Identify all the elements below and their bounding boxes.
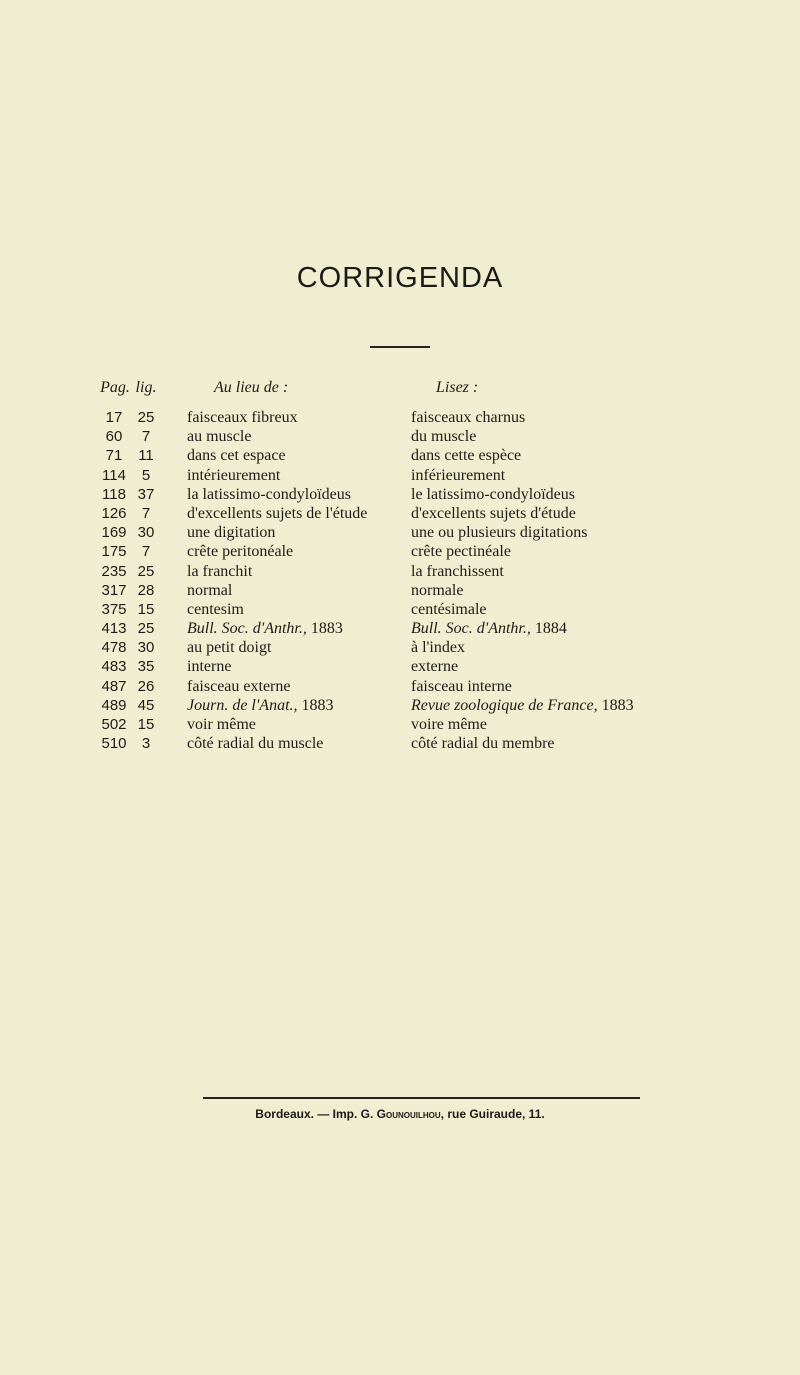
table-row	[0, 715, 800, 734]
cell-lig: 28	[137, 581, 155, 599]
title-rule	[370, 346, 430, 348]
cell-new: crête pectinéale	[411, 543, 511, 561]
cell-old: normal	[187, 581, 233, 599]
cell-pag: 502	[101, 716, 127, 733]
cell-new: externe	[411, 658, 459, 676]
table-row	[0, 427, 800, 446]
cell-lig: 30	[137, 524, 155, 542]
cell-lig: 45	[137, 696, 155, 714]
cell-lig: 11	[138, 447, 154, 465]
cell-old: voir même	[187, 716, 256, 733]
cell-old	[187, 696, 334, 715]
cell-old	[187, 619, 343, 638]
cell-lig: 37	[137, 485, 155, 503]
cell-pag: 413	[101, 620, 127, 638]
corrigenda-table	[0, 378, 800, 753]
cell-pag: 17	[105, 409, 123, 426]
header-lig: lig.	[135, 379, 157, 396]
cell-lig: 35	[137, 658, 155, 676]
cell-old: une digitation	[187, 524, 276, 542]
cell-pag: 375	[101, 600, 127, 618]
cell-old-year: 1883	[297, 696, 334, 714]
page-title: CORRIGENDA	[296, 262, 504, 294]
cell-pag: 126	[101, 504, 127, 522]
cell-old: la latissimo-condyloïdeus	[187, 485, 351, 503]
cell-new-year: 1884	[530, 620, 567, 638]
cell-old: intérieurement	[187, 466, 281, 484]
cell-pag: 483	[101, 658, 127, 676]
table-row	[0, 657, 800, 676]
table-row	[0, 581, 800, 600]
cell-lig: 7	[141, 504, 151, 522]
cell-new-citation: Bull. Soc. d'Anthr.,	[411, 620, 531, 638]
cell-lig: 25	[137, 562, 155, 580]
cell-new: du muscle	[411, 428, 477, 446]
cell-new: normale	[411, 581, 464, 599]
cell-new: une ou plusieurs digitations	[411, 524, 588, 542]
cell-old: d'excellents sujets de l'étude	[187, 504, 368, 522]
cell-new-citation: Revue zoologique de France,	[411, 696, 598, 714]
cell-pag: 175	[101, 543, 127, 561]
table-row	[0, 619, 800, 638]
cell-pag: 114	[102, 466, 126, 484]
cell-new: la franchissent	[411, 562, 504, 580]
cell-old-citation: Bull. Soc. d'Anthr.,	[187, 620, 307, 638]
cell-new: inférieurement	[411, 466, 506, 484]
cell-pag: 487	[101, 677, 127, 695]
table-row	[0, 504, 800, 523]
table-row	[0, 466, 800, 485]
cell-lig: 7	[141, 543, 151, 561]
cell-old: la franchit	[187, 562, 253, 580]
cell-new: faisceaux charnus	[411, 409, 526, 426]
cell-pag: 71	[105, 447, 123, 465]
cell-lig: 5	[141, 466, 151, 484]
cell-old: faisceaux fibreux	[187, 409, 298, 426]
cell-new: centésimale	[411, 600, 487, 618]
cell-pag: 235	[101, 562, 127, 580]
cell-pag: 317	[101, 581, 127, 599]
cell-old: centesim	[187, 600, 244, 618]
cell-new-year: 1883	[597, 696, 634, 714]
cell-old: au muscle	[187, 428, 252, 446]
cell-lig: 25	[137, 409, 155, 426]
cell-lig: 3	[141, 735, 151, 753]
table-row	[0, 523, 800, 542]
header-old: Au lieu de :	[214, 379, 289, 396]
header-pag: Pag.	[100, 379, 130, 396]
table-row	[0, 542, 800, 561]
cell-new: le latissimo-condyloïdeus	[411, 485, 575, 503]
cell-old: au petit doigt	[187, 639, 272, 657]
imprint-suffix: , rue Guiraude, 11.	[440, 1107, 545, 1121]
table-row	[0, 600, 800, 619]
table-row	[0, 696, 800, 715]
table-row	[0, 734, 800, 753]
cell-lig: 26	[137, 677, 155, 695]
cell-lig: 30	[137, 639, 155, 657]
cell-new	[411, 619, 567, 638]
cell-new	[411, 696, 634, 715]
cell-pag: 489	[101, 696, 127, 714]
cell-new: dans cette espèce	[411, 447, 522, 465]
table-body	[0, 408, 800, 753]
cell-pag: 60	[105, 428, 123, 446]
cell-new: faisceau interne	[411, 677, 512, 695]
header-new: Lisez :	[436, 379, 479, 396]
cell-lig: 15	[137, 716, 155, 733]
cell-new: à l'index	[411, 639, 465, 657]
cell-lig: 15	[137, 600, 155, 618]
cell-pag: 118	[102, 485, 126, 503]
cell-new: côté radial du membre	[411, 735, 555, 753]
cell-new: voire même	[411, 716, 487, 733]
table-row	[0, 562, 800, 581]
imprint-printer: Gounouilhou	[376, 1107, 441, 1121]
cell-old: faisceau externe	[187, 677, 291, 695]
table-row	[0, 638, 800, 657]
cell-old: interne	[187, 658, 232, 676]
cell-pag: 169	[101, 524, 127, 542]
cell-pag: 510	[101, 735, 127, 753]
table-header	[0, 378, 800, 408]
cell-old: dans cet espace	[187, 447, 286, 465]
cell-old: crête peritonéale	[187, 543, 294, 561]
cell-new: d'excellents sujets d'étude	[411, 504, 576, 522]
imprint-prefix: Bordeaux. — Imp. G.	[255, 1107, 377, 1121]
table-row	[0, 408, 800, 427]
cell-old-citation: Journ. de l'Anat.,	[187, 696, 298, 714]
cell-lig: 25	[137, 620, 155, 638]
cell-old: côté radial du muscle	[187, 735, 324, 753]
footer-rule	[203, 1097, 640, 1099]
table-row	[0, 677, 800, 696]
table-row	[0, 446, 800, 465]
cell-pag: 478	[101, 639, 127, 657]
table-row	[0, 485, 800, 504]
printer-imprint	[0, 1107, 800, 1121]
cell-old-year: 1883	[306, 620, 343, 638]
cell-lig: 7	[141, 428, 151, 446]
